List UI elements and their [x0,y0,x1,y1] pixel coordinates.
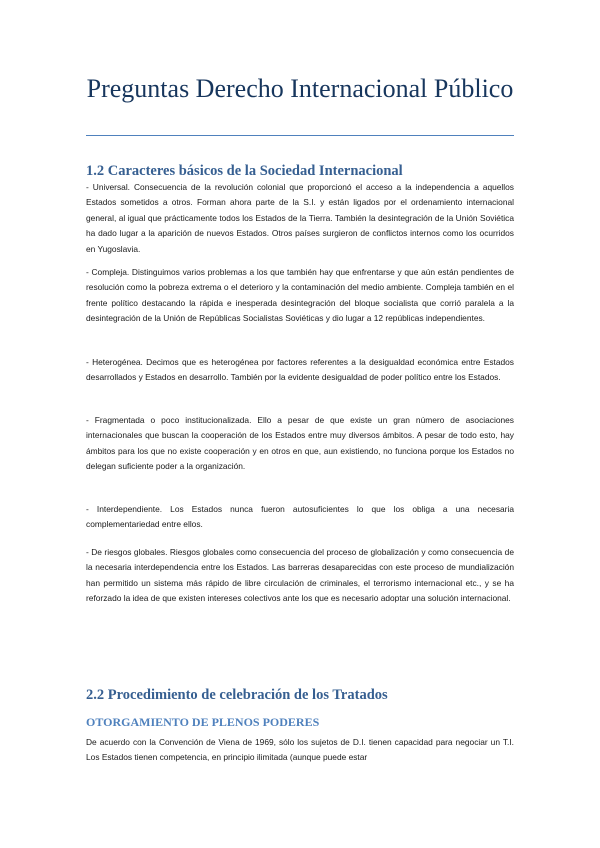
paragraph-interdependiente: - Interdependiente. Los Estados nunca fueron autosuficientes lo que los obliga a una necesaria complementariedad entre ellos. [86,504,514,530]
paragraph-heterogenea: - Heterogénea. Decimos que es heterogénea por factores referentes a la desigualdad económica entre Estados desarrollados y Estados en desarrollo. También por la evidente desigualdad de poder político entre los Estados. [86,357,514,383]
paragraph-compleja: - Compleja. Distinguimos varios problemas a los que también hay que enfrentarse y que aún están pendientes de resolución como la pobreza extrema o el deterioro y la contaminación del medio ambiente. Compleja también en el frente político destacando la rápida e inesperada desintegración del bloque socialista que corrió paralela a la desintegración de la Unión de Repúblicas Socialistas Soviéticas y dio lugar a 12 repúblicas independientes. [86,267,514,324]
paragraph-plenos-poderes: De acuerdo con la Convención de Viena de 1969, sólo los sujetos de D.I. tienen capacidad para negociar un T.I. Los Estados tienen competencia, en principio ilimitada (aunque puede estar [86,737,514,763]
paragraph-riesgos-globales: - De riesgos globales. Riesgos globales como consecuencia del proceso de globalización y como consecuencia de la necesaria interdependencia entre los Estados. Las barreras desaparecidas con este proceso de mundialización han permitido un sistema más rápido de libre circulación de criminales, el terrorismo internacional etc., y se ha reforzado la idea de que existen intereses colectivos ante los que es necesario adoptar una solución internacional. [86,547,514,604]
title-underline [86,135,514,136]
document-title: Preguntas Derecho Internacional Público [86,74,514,103]
section-heading-2: 2.2 Procedimiento de celebración de los Tratados [86,687,388,703]
section-heading-1: 1.2 Caracteres básicos de la Sociedad Internacional [86,163,403,179]
paragraph-fragmentada: - Fragmentada o poco institucionalizada. Ello a pesar de que existe un gran número de asociaciones internacionales que buscan la cooperación de los Estados entre muy diversos ámbitos. A pesar de todo esto, hay ámbitos para los que no existe cooperación y en otros en que, aun existiendo, no funciona porque los Estados no delegan suficiente poder a la organización. [86,415,514,472]
subsection-heading: OTORGAMIENTO DE PLENOS PODERES [86,715,320,729]
paragraph-universal: - Universal. Consecuencia de la revolución colonial que proporcionó el acceso a la independencia a aquellos Estados sometidos a otros. Forman ahora parte de la S.I. y están ligados por el ordenamiento internacional general, al igual que prácticamente todos los Estados de la Tierra. También la desintegración de la Unión Soviética ha dado lugar a la aparición de nuevos Estados. Otros países surgieron de conflictos internos como los ocurridos en Yugoslavia. [86,182,514,254]
